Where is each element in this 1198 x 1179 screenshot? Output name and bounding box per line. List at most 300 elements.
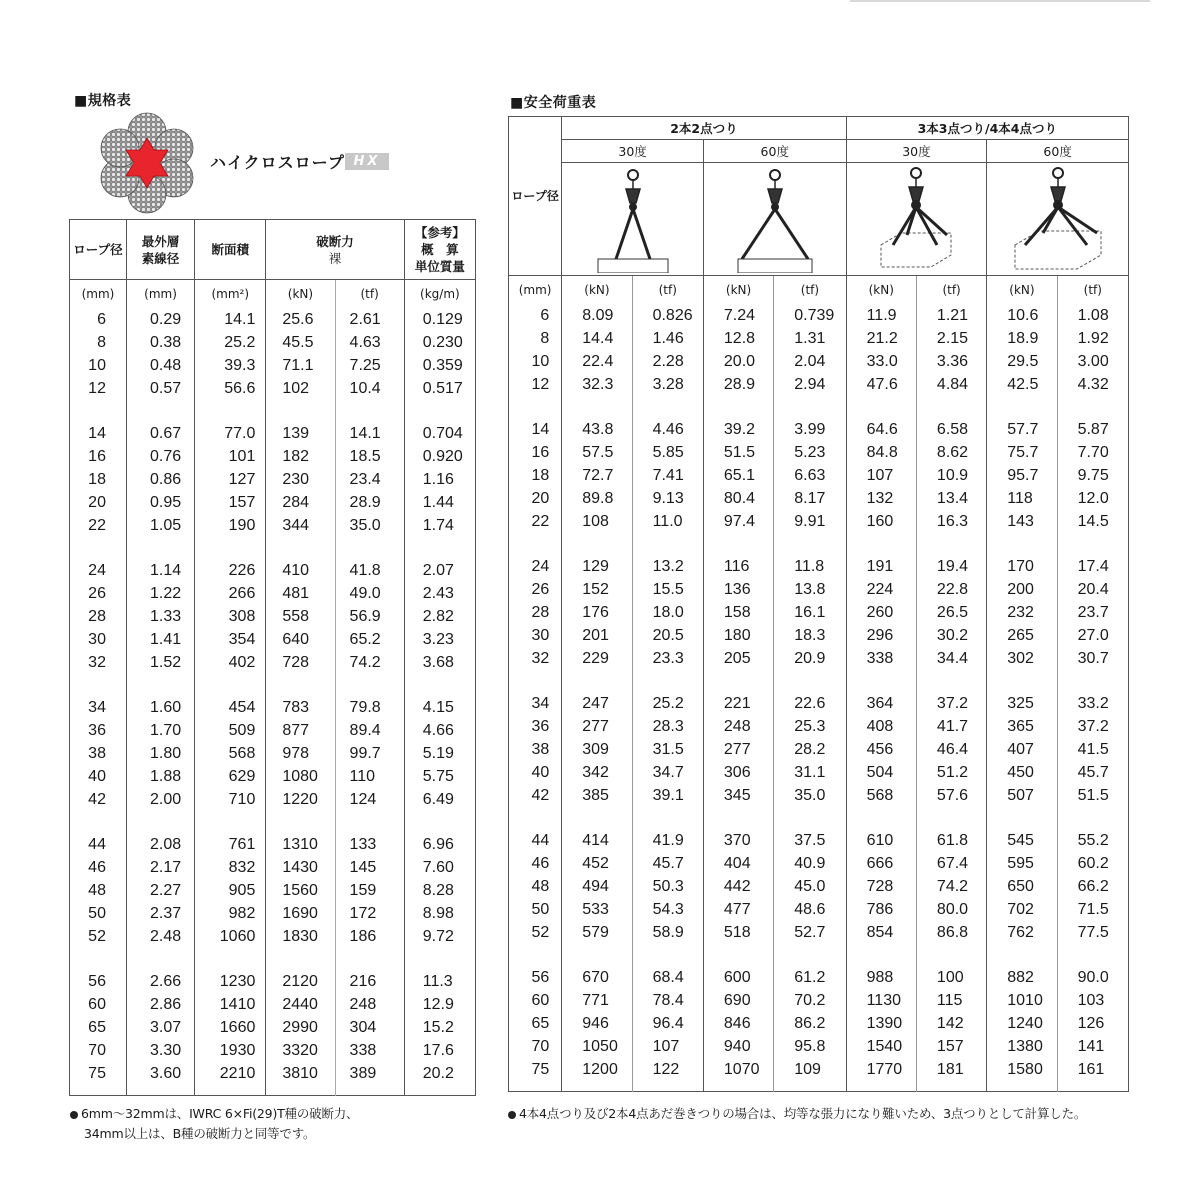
table-cell: 2.00 <box>126 788 194 811</box>
table-cell: 108 <box>562 510 632 533</box>
table-row <box>70 491 476 514</box>
table-cell: 29.5 <box>987 350 1057 373</box>
table-cell: 3.28 <box>632 373 703 396</box>
table-cell: 33.2 <box>1057 692 1128 715</box>
table-cell: 1310 <box>266 833 335 856</box>
table-cell: 0.48 <box>126 354 194 377</box>
table-row <box>70 970 476 993</box>
table-cell: 14.4 <box>562 327 632 350</box>
table-cell: 20 <box>88 494 106 511</box>
table-cell: 408 <box>846 715 916 738</box>
table-cell: 26.5 <box>916 601 986 624</box>
table-row <box>509 327 1129 350</box>
table-cell: 20 <box>531 490 550 507</box>
table-row <box>509 441 1129 464</box>
table-row <box>509 784 1129 807</box>
table-cell: 96.4 <box>632 1012 703 1035</box>
unit-cell: (kN) <box>987 276 1057 305</box>
table-row <box>509 1012 1129 1035</box>
table-cell: 44 <box>88 836 106 853</box>
table-cell: 354 <box>195 628 266 651</box>
table-cell: 0.67 <box>126 422 194 445</box>
table-cell: 142 <box>916 1012 986 1035</box>
table-row <box>509 578 1129 601</box>
unit-cell: (kN) <box>266 280 335 309</box>
table-cell: 12 <box>88 380 106 397</box>
header-two-leg-30: 30度 <box>562 140 704 163</box>
table-cell: 42 <box>531 787 550 804</box>
table-cell: 832 <box>195 856 266 879</box>
table-cell: 1.16 <box>404 468 475 491</box>
table-row <box>509 304 1129 327</box>
table-cell: 9.72 <box>404 925 475 948</box>
table-cell: 477 <box>703 898 773 921</box>
table-row <box>70 719 476 742</box>
table-cell: 36 <box>531 718 550 735</box>
table-cell: 97.4 <box>703 510 773 533</box>
table-cell: 32.3 <box>562 373 632 396</box>
table-cell: 0.38 <box>126 331 194 354</box>
table-cell: 1050 <box>562 1035 632 1058</box>
table-cell: 1.88 <box>126 765 194 788</box>
table-cell: 2.28 <box>632 350 703 373</box>
table-cell: 46 <box>88 859 106 876</box>
group-spacer <box>70 948 476 970</box>
table-cell: 11.8 <box>774 555 846 578</box>
table-cell: 12 <box>531 376 550 393</box>
table-cell: 342 <box>562 761 632 784</box>
group-spacer <box>70 811 476 833</box>
table-cell: 600 <box>703 966 773 989</box>
table-cell: 176 <box>562 601 632 624</box>
table-cell: 43.8 <box>562 418 632 441</box>
table-cell: 65 <box>531 1015 550 1032</box>
table-cell: 10.6 <box>987 304 1057 327</box>
unit-cell: (tf) <box>774 276 846 305</box>
table-row <box>70 651 476 674</box>
table-cell: 42 <box>88 791 106 808</box>
table-cell: 3.30 <box>126 1039 194 1062</box>
table-cell: 1830 <box>266 925 335 948</box>
table-cell: 224 <box>846 578 916 601</box>
table-cell: 129 <box>562 555 632 578</box>
table-cell: 1560 <box>266 879 335 902</box>
table-cell: 89.8 <box>562 487 632 510</box>
table-cell: 6 <box>97 311 106 328</box>
table-cell: 1.08 <box>1057 304 1128 327</box>
table-cell: 3.60 <box>126 1062 194 1085</box>
table-cell: 1220 <box>266 788 335 811</box>
table-cell: 0.86 <box>126 468 194 491</box>
table-cell: 109 <box>774 1058 846 1081</box>
table-cell: 846 <box>703 1012 773 1035</box>
table-cell: 16 <box>531 444 550 461</box>
sling-multi-leg-60-icon <box>993 165 1123 273</box>
table-cell: 940 <box>703 1035 773 1058</box>
table-row <box>70 902 476 925</box>
table-row <box>509 1058 1129 1081</box>
table-cell: 226 <box>195 559 266 582</box>
table-cell: 56.6 <box>195 377 266 400</box>
table-cell: 51.5 <box>1057 784 1128 807</box>
table-cell: 402 <box>195 651 266 674</box>
table-cell: 2.66 <box>126 970 194 993</box>
unit-cell: (kN) <box>562 276 632 305</box>
table-cell: 7.25 <box>335 354 404 377</box>
table-cell: 568 <box>846 784 916 807</box>
table-cell: 18.3 <box>774 624 846 647</box>
table-cell: 364 <box>846 692 916 715</box>
table-cell: 41.9 <box>632 829 703 852</box>
table-row <box>70 1062 476 1085</box>
table-cell: 33.0 <box>846 350 916 373</box>
table-row <box>509 692 1129 715</box>
table-row <box>70 765 476 788</box>
table-cell: 6.58 <box>916 418 986 441</box>
table-cell: 61.2 <box>774 966 846 989</box>
table-cell: 101 <box>195 445 266 468</box>
table-cell: 67.4 <box>916 852 986 875</box>
table-cell: 13.2 <box>632 555 703 578</box>
table-cell: 57.7 <box>987 418 1057 441</box>
table-cell: 75.7 <box>987 441 1057 464</box>
table-cell: 158 <box>703 601 773 624</box>
table-cell: 23.4 <box>335 468 404 491</box>
table-row <box>509 852 1129 875</box>
safe-note-line1: 4本4点つり及び2本4点あだ巻きつりの場合は、均等な張力になり難いため、3点つりとして計算した。 <box>519 1106 1087 1121</box>
table-cell: 13.4 <box>916 487 986 510</box>
table-cell: 4.66 <box>404 719 475 742</box>
table-cell: 1240 <box>987 1012 1057 1035</box>
table-cell: 1.52 <box>126 651 194 674</box>
table-cell: 57.6 <box>916 784 986 807</box>
table-cell: 51.5 <box>703 441 773 464</box>
table-cell: 10.9 <box>916 464 986 487</box>
table-cell: 25.6 <box>266 308 335 331</box>
table-cell: 25.2 <box>195 331 266 354</box>
table-cell: 882 <box>987 966 1057 989</box>
table-cell: 3810 <box>266 1062 335 1085</box>
table-cell: 8 <box>97 334 106 351</box>
table-cell: 365 <box>987 715 1057 738</box>
table-row <box>509 875 1129 898</box>
table-cell: 28 <box>88 608 106 625</box>
group-spacer <box>509 396 1129 418</box>
table-cell: 107 <box>632 1035 703 1058</box>
table-cell: 2.15 <box>916 327 986 350</box>
table-cell: 4.15 <box>404 696 475 719</box>
table-cell: 0.29 <box>126 308 194 331</box>
table-row <box>509 487 1129 510</box>
table-cell: 579 <box>562 921 632 944</box>
table-cell: 45.7 <box>632 852 703 875</box>
spec-table <box>69 219 476 1096</box>
table-cell: 181 <box>916 1058 986 1081</box>
table-cell: 370 <box>703 829 773 852</box>
table-row <box>70 925 476 948</box>
header-multi-leg-60: 60度 <box>987 140 1129 163</box>
table-cell: 507 <box>987 784 1057 807</box>
table-cell: 95.8 <box>774 1035 846 1058</box>
table-cell: 37.5 <box>774 829 846 852</box>
table-cell: 783 <box>266 696 335 719</box>
table-cell: 1.05 <box>126 514 194 537</box>
table-cell: 1540 <box>846 1035 916 1058</box>
table-cell: 21.2 <box>846 327 916 350</box>
table-cell: 133 <box>335 833 404 856</box>
table-cell: 38 <box>531 741 550 758</box>
table-cell: 6 <box>540 307 550 324</box>
table-cell: 978 <box>266 742 335 765</box>
table-cell: 302 <box>987 647 1057 670</box>
table-cell: 27.0 <box>1057 624 1128 647</box>
table-cell: 37.2 <box>1057 715 1128 738</box>
table-cell: 70 <box>531 1038 550 1055</box>
unit-cell: (mm) <box>81 287 115 301</box>
table-cell: 6.63 <box>774 464 846 487</box>
table-cell: 988 <box>846 966 916 989</box>
table-cell: 22.4 <box>562 350 632 373</box>
table-cell: 12.8 <box>703 327 773 350</box>
table-cell: 70.2 <box>774 989 846 1012</box>
sling-two-leg-30-icon <box>568 165 698 273</box>
table-cell: 266 <box>195 582 266 605</box>
table-cell: 20.4 <box>1057 578 1128 601</box>
table-cell: 3.23 <box>404 628 475 651</box>
table-cell: 115 <box>916 989 986 1012</box>
table-row <box>70 308 476 331</box>
table-cell: 14 <box>531 421 550 438</box>
sling-multi-leg-30-icon <box>851 165 981 273</box>
table-cell: 172 <box>335 902 404 925</box>
table-cell: 1660 <box>195 1016 266 1039</box>
table-row <box>509 715 1129 738</box>
table-cell: 30 <box>531 627 550 644</box>
table-row <box>70 788 476 811</box>
table-cell: 1.70 <box>126 719 194 742</box>
table-cell: 389 <box>335 1062 404 1085</box>
table-cell: 10.4 <box>335 377 404 400</box>
table-cell: 10 <box>531 353 550 370</box>
table-cell: 1430 <box>266 856 335 879</box>
table-cell: 308 <box>195 605 266 628</box>
table-cell: 80.0 <box>916 898 986 921</box>
table-cell: 5.75 <box>404 765 475 788</box>
table-cell: 28 <box>531 604 550 621</box>
table-cell: 545 <box>987 829 1057 852</box>
table-cell: 126 <box>1057 1012 1128 1035</box>
table-cell: 0.739 <box>774 304 846 327</box>
table-cell: 277 <box>703 738 773 761</box>
table-cell: 2.86 <box>126 993 194 1016</box>
unit-cell: (kg/m) <box>404 280 475 309</box>
table-row <box>70 993 476 1016</box>
table-cell: 762 <box>987 921 1057 944</box>
table-row <box>70 582 476 605</box>
table-row <box>70 742 476 765</box>
table-row <box>509 989 1129 1012</box>
table-cell: 8.98 <box>404 902 475 925</box>
table-cell: 48 <box>88 882 106 899</box>
table-row <box>70 377 476 400</box>
table-cell: 8 <box>540 330 550 347</box>
table-row <box>509 555 1129 578</box>
unit-cell: (mm) <box>126 280 194 309</box>
table-cell: 2120 <box>266 970 335 993</box>
table-cell: 190 <box>195 514 266 537</box>
table-cell: 1.92 <box>1057 327 1128 350</box>
table-cell: 17.4 <box>1057 555 1128 578</box>
table-cell: 48.6 <box>774 898 846 921</box>
table-cell: 201 <box>562 624 632 647</box>
table-cell: 702 <box>987 898 1057 921</box>
table-cell: 18.0 <box>632 601 703 624</box>
table-cell: 1930 <box>195 1039 266 1062</box>
table-cell: 56 <box>531 969 550 986</box>
unit-cell: (mm) <box>518 283 552 297</box>
sling-two-leg-60-icon <box>710 165 840 273</box>
table-cell: 296 <box>846 624 916 647</box>
unit-cell: (tf) <box>1057 276 1128 305</box>
table-cell: 36 <box>88 722 106 739</box>
unit-cell: (tf) <box>335 280 404 309</box>
table-cell: 1080 <box>266 765 335 788</box>
bullet-icon <box>508 1111 516 1119</box>
table-cell: 45.0 <box>774 875 846 898</box>
table-cell: 0.359 <box>404 354 475 377</box>
table-cell: 442 <box>703 875 773 898</box>
unit-row <box>509 276 1129 305</box>
group-spacer <box>509 533 1129 555</box>
table-cell: 854 <box>846 921 916 944</box>
table-cell: 2.37 <box>126 902 194 925</box>
table-cell: 15.5 <box>632 578 703 601</box>
table-cell: 30.7 <box>1057 647 1128 670</box>
table-cell: 8.17 <box>774 487 846 510</box>
table-cell: 6.49 <box>404 788 475 811</box>
table-row <box>509 647 1129 670</box>
table-cell: 15.2 <box>404 1016 475 1039</box>
table-row <box>70 879 476 902</box>
table-row <box>70 605 476 628</box>
table-cell: 30 <box>88 631 106 648</box>
table-cell: 32 <box>531 650 550 667</box>
table-cell: 41.5 <box>1057 738 1128 761</box>
table-cell: 13.8 <box>774 578 846 601</box>
table-row <box>70 1039 476 1062</box>
spec-note-line2: 34mm以上は、B種の破断力と同等です。 <box>84 1126 316 1141</box>
table-cell: 1200 <box>562 1058 632 1081</box>
table-cell: 610 <box>846 829 916 852</box>
table-cell: 55.2 <box>1057 829 1128 852</box>
table-cell: 509 <box>195 719 266 742</box>
header-area: 断面積 <box>195 220 266 280</box>
safe-note <box>508 1104 1086 1124</box>
table-cell: 28.2 <box>774 738 846 761</box>
table-cell: 1.41 <box>126 628 194 651</box>
table-cell: 80.4 <box>703 487 773 510</box>
table-cell: 2.08 <box>126 833 194 856</box>
table-cell: 1580 <box>987 1058 1057 1081</box>
table-cell: 32 <box>88 654 106 671</box>
diagram-multi-leg-60 <box>987 163 1129 276</box>
table-cell: 52.7 <box>774 921 846 944</box>
table-cell: 277 <box>562 715 632 738</box>
table-row <box>70 514 476 537</box>
table-cell: 1.21 <box>916 304 986 327</box>
table-cell: 216 <box>335 970 404 993</box>
table-cell: 558 <box>266 605 335 628</box>
table-cell: 79.8 <box>335 696 404 719</box>
table-cell: 5.85 <box>632 441 703 464</box>
table-cell: 16 <box>88 448 106 465</box>
table-cell: 65.1 <box>703 464 773 487</box>
spec-note <box>70 1104 358 1144</box>
unit-cell: (kN) <box>846 276 916 305</box>
table-cell: 5.87 <box>1057 418 1128 441</box>
table-cell: 107 <box>846 464 916 487</box>
table-cell: 2990 <box>266 1016 335 1039</box>
rope-cross-section-icon <box>96 112 198 214</box>
table-cell: 20.9 <box>774 647 846 670</box>
table-cell: 28.3 <box>632 715 703 738</box>
table-row <box>70 1016 476 1039</box>
table-cell: 77.0 <box>195 422 266 445</box>
table-cell: 77.5 <box>1057 921 1128 944</box>
diagram-multi-leg-30 <box>846 163 987 276</box>
table-cell: 7.70 <box>1057 441 1128 464</box>
table-cell: 1.33 <box>126 605 194 628</box>
table-cell: 14 <box>88 425 106 442</box>
table-cell: 982 <box>195 902 266 925</box>
table-cell: 3.68 <box>404 651 475 674</box>
table-cell: 2.48 <box>126 925 194 948</box>
table-cell: 26 <box>88 585 106 602</box>
table-cell: 39.1 <box>632 784 703 807</box>
table-cell: 456 <box>846 738 916 761</box>
table-row <box>70 856 476 879</box>
table-cell: 1.31 <box>774 327 846 350</box>
table-cell: 71.1 <box>266 354 335 377</box>
table-cell: 2.43 <box>404 582 475 605</box>
table-cell: 205 <box>703 647 773 670</box>
table-cell: 230 <box>266 468 335 491</box>
table-cell: 345 <box>703 784 773 807</box>
table-cell: 2210 <box>195 1062 266 1085</box>
table-cell: 31.1 <box>774 761 846 784</box>
table-cell: 95.7 <box>987 464 1057 487</box>
table-cell: 45.7 <box>1057 761 1128 784</box>
table-cell: 454 <box>195 696 266 719</box>
table-cell: 191 <box>846 555 916 578</box>
table-cell: 728 <box>846 875 916 898</box>
table-cell: 132 <box>846 487 916 510</box>
table-row <box>509 898 1129 921</box>
table-cell: 4.63 <box>335 331 404 354</box>
table-cell: 45.5 <box>266 331 335 354</box>
header-unit-mass: 【参考】 概 算 単位質量 <box>404 220 475 280</box>
table-cell: 23.7 <box>1057 601 1128 624</box>
table-cell: 103 <box>1057 989 1128 1012</box>
table-cell: 60.2 <box>1057 852 1128 875</box>
table-cell: 139 <box>266 422 335 445</box>
table-cell: 42.5 <box>987 373 1057 396</box>
table-cell: 2.61 <box>335 308 404 331</box>
table-cell: 86.8 <box>916 921 986 944</box>
table-cell: 304 <box>335 1016 404 1039</box>
table-cell: 54.3 <box>632 898 703 921</box>
table-cell: 248 <box>703 715 773 738</box>
